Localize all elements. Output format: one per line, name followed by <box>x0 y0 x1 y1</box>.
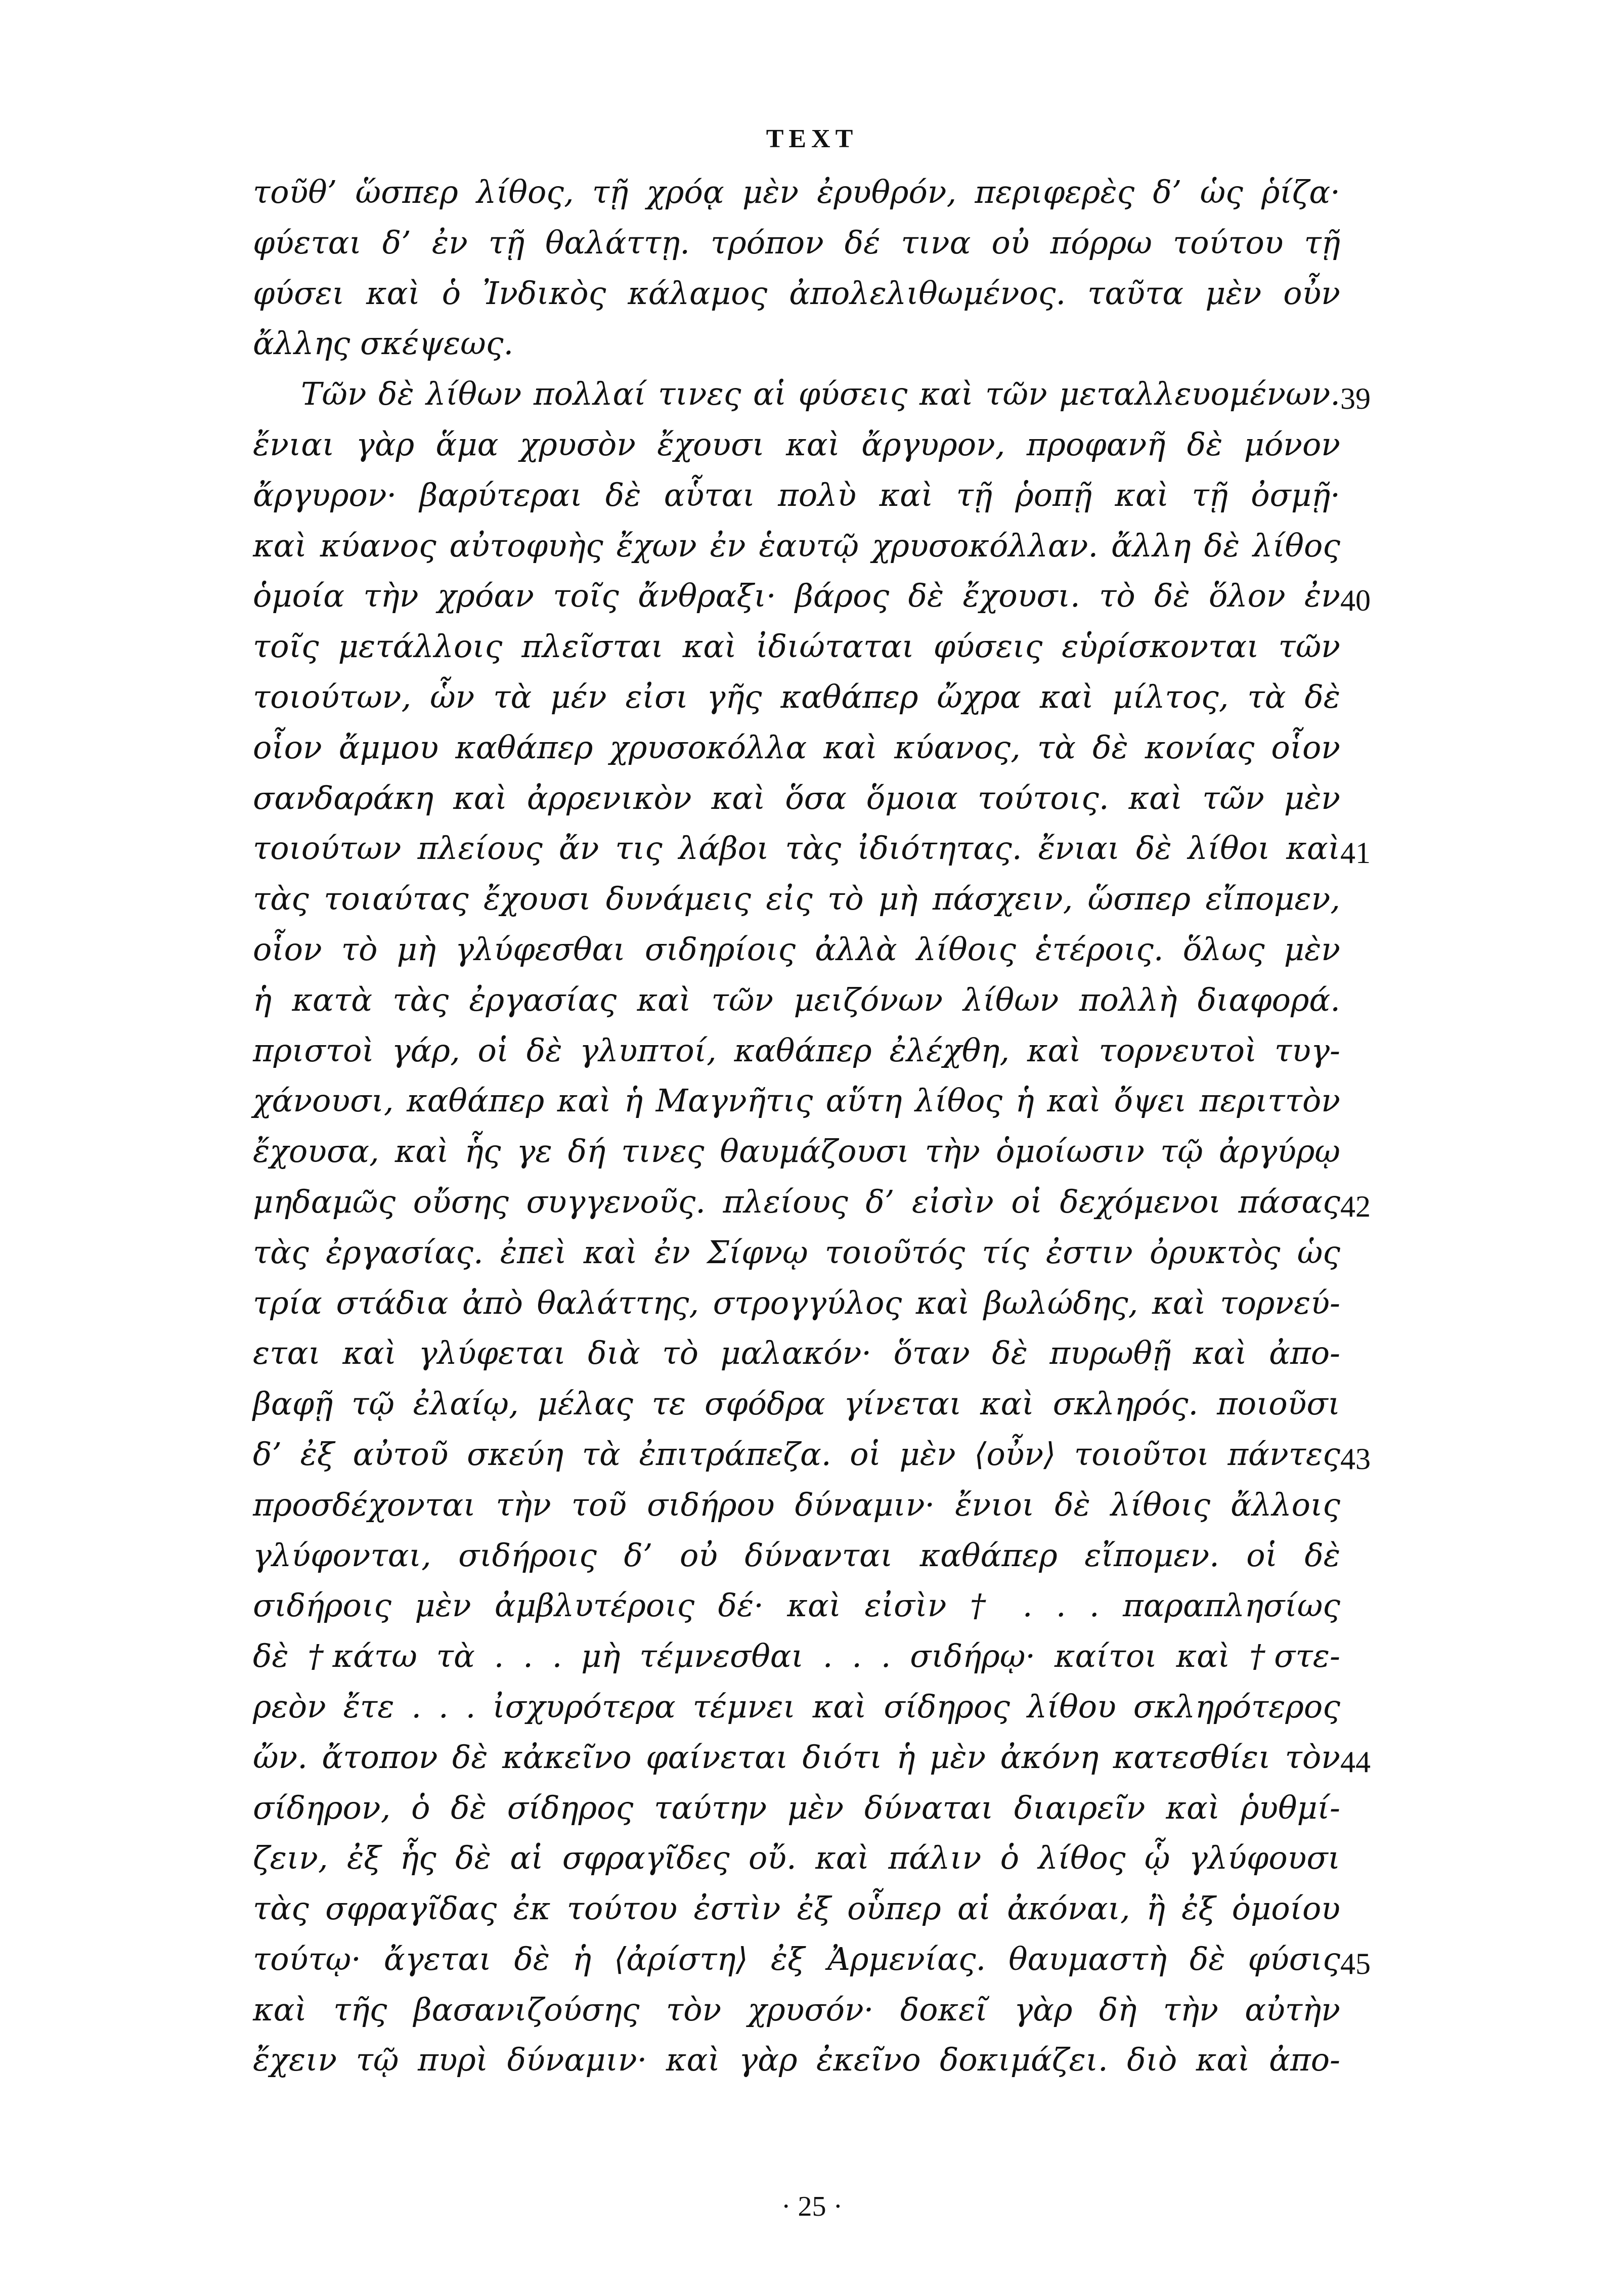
section-number: 45 <box>1340 1947 1371 1980</box>
text-line: τὰς σφραγῖδας ἐκ τούτου ἐστὶν ἐξ οὗπερ αἱ ἀκόναι, ἢ ἐξ ὁμοίου <box>253 1890 1340 1927</box>
text-line: ἄργυρον· βαρύτεραι δὲ αὗται πολὺ καὶ τῇ ῥοπῇ καὶ τῇ ὀσμῇ· <box>253 476 1340 513</box>
text-line: σανδαράκη καὶ ἀρρενικὸν καὶ ὅσα ὅμοια τούτοις. καὶ τῶν μὲν <box>253 779 1340 816</box>
section-number: 39 <box>1340 382 1371 416</box>
text-line: ἔνιαι γὰρ ἅμα χρυσὸν ἔχουσι καὶ ἄργυρον, προφανῆ δὲ μόνον <box>253 425 1340 463</box>
text-line: δ’ ἐξ αὐτοῦ σκεύη τὰ ἐπιτράπεζα. οἱ μὲν ⟨οὖν⟩ τοιοῦτοι πάντες 43 <box>253 1429 1340 1480</box>
text-line: φύσει καὶ ὁ Ἰνδικὸς κάλαμος ἀπολελιθωμένος. ταῦτα μὲν οὖν <box>253 274 1340 312</box>
text-line: τοῦθ’ ὥσπερ λίθος, τῇ χρόᾳ μὲν ἐρυθρόν, περιφερὲς δ’ ὡς ῥίζα· <box>253 174 1340 210</box>
text-line: βαφῇ τῷ ἐλαίῳ, μέλας τε σφόδρα γίνεται καὶ σκληρός. ποιοῦσι <box>253 1385 1340 1422</box>
text-line: καὶ τῆς βασανιζούσης τὸν χρυσόν· δοκεῖ γὰρ δὴ τὴν αὐτὴν <box>253 1991 1340 2028</box>
section-number: 44 <box>1340 1745 1371 1779</box>
text-line: ὁμοία τὴν χρόαν τοῖς ἄνθραξι· βάρος δὲ ἔχουσι. τὸ δὲ ὅλον ἐν 40 <box>253 571 1340 621</box>
text-line: χάνουσι, καθάπερ καὶ ἡ Μαγνῆτις αὕτη λίθος ἡ καὶ ὄψει περιττὸν <box>253 1082 1340 1119</box>
text-line: φύεται δ’ ἐν τῇ θαλάττῃ. τρόπον δέ τινα οὐ πόρρω τούτου τῇ <box>253 224 1340 261</box>
text-line: οἷον ἄμμου καθάπερ χρυσοκόλλα καὶ κύανος, τὰ δὲ κονίας οἷον <box>253 728 1340 766</box>
section-number: 42 <box>1340 1189 1371 1223</box>
text-line: προσδέχονται τὴν τοῦ σιδήρου δύναμιν· ἔνιοι δὲ λίθοις ἄλλοις <box>253 1486 1340 1523</box>
page-number: · 25 · <box>781 2191 843 2222</box>
text-line: ὤν. ἄτοπον δὲ κἀκεῖνο φαίνεται διότι ἡ μὲν ἀκόνη κατεσθίει τὸν 44 <box>253 1732 1340 1783</box>
text-line: δὲ †κάτω τὰ . . . μὴ τέμνεσθαι . . . σιδήρῳ· καίτοι καὶ †στε- <box>253 1637 1340 1675</box>
section-number: 43 <box>1340 1442 1371 1476</box>
text-line: τοῖς μετάλλοις πλεῖσται καὶ ἰδιώταται φύσεις εὑρίσκονται τῶν <box>253 628 1340 665</box>
text-block <box>253 167 1371 2085</box>
text-line: τοιούτων πλείους ἄν τις λάβοι τὰς ἰδιότητας. ἔνιαι δὲ λίθοι καὶ 41 <box>253 823 1340 874</box>
text-line: σιδήροις μὲν ἀμβλυτέροις δέ· καὶ εἰσὶν † . . . παραπλησίως <box>253 1587 1340 1624</box>
text-line: τρία στάδια ἀπὸ θαλάττης, στρογγύλος καὶ βωλώδης, καὶ τορνεύ- <box>253 1284 1340 1321</box>
text-line: ρεὸν ἔτε . . . ἰσχυρότερα τέμνει καὶ σίδηρος λίθου σκληρότερος <box>253 1688 1340 1725</box>
text-line: ζειν, ἐξ ἧς δὲ αἱ σφραγῖδες οὔ. καὶ πάλιν ὁ λίθος ᾧ γλύφουσι <box>253 1839 1340 1877</box>
text-line: καὶ κύανος αὐτοφυὴς ἔχων ἐν ἑαυτῷ χρυσοκόλλαν. ἄλλη δὲ λίθος <box>253 527 1340 564</box>
text-line: τοιούτων, ὧν τὰ μέν εἰσι γῆς καθάπερ ὤχρα καὶ μίλτος, τὰ δὲ <box>253 678 1340 715</box>
text-line: τούτῳ· ἄγεται δὲ ἡ ⟨ἀρίστη⟩ ἐξ Ἀρμενίας. θαυμαστὴ δὲ φύσις 45 <box>253 1934 1340 1985</box>
text-line: ἄλλης σκέψεως. <box>253 325 514 362</box>
text-line: τὰς τοιαύτας ἔχουσι δυνάμεις εἰς τὸ μὴ πάσχειν, ὥσπερ εἴπομεν, <box>253 880 1340 918</box>
text-line: οἷον τὸ μὴ γλύφεσθαι σιδηρίοις ἀλλὰ λίθοις ἑτέροις. ὅλως μὲν <box>253 930 1340 968</box>
running-header: TEXT <box>766 124 858 153</box>
text-line: ἔχουσα, καὶ ἧς γε δή τινες θαυμάζουσι τὴν ὁμοίωσιν τῷ ἀργύρῳ <box>253 1133 1340 1170</box>
text-line: πριστοὶ γάρ, οἱ δὲ γλυπτοί, καθάπερ ἐλέχθη, καὶ τορνευτοὶ τυγ- <box>253 1031 1340 1069</box>
text-line: ἔχειν τῷ πυρὶ δύναμιν· καὶ γὰρ ἐκεῖνο δοκιμάζει. διὸ καὶ ἀπο- <box>253 2041 1340 2079</box>
text-line: τὰς ἐργασίας. ἐπεὶ καὶ ἐν Σίφνῳ τοιοῦτός τίς ἐστιν ὀρυκτὸς ὡς <box>253 1233 1340 1271</box>
text-line: σίδηρον, ὁ δὲ σίδηρος ταύτην μὲν δύναται διαιρεῖν καὶ ῥυθμί- <box>253 1789 1340 1826</box>
section-number: 40 <box>1340 584 1371 618</box>
text-line: Τῶν δὲ λίθων πολλαί τινες αἱ φύσεις καὶ τῶν μεταλλευομένων. 39 <box>253 369 1340 419</box>
section-number: 41 <box>1340 836 1371 870</box>
text-line: εται καὶ γλύφεται διὰ τὸ μαλακόν· ὅταν δὲ πυρωθῇ καὶ ἀπο- <box>253 1334 1340 1372</box>
text-line: μηδαμῶς οὔσης συγγενοῦς. πλείους δ’ εἰσὶν οἱ δεχόμενοι πάσας 42 <box>253 1177 1340 1227</box>
text-line: ἡ κατὰ τὰς ἐργασίας καὶ τῶν μειζόνων λίθων πολλὴ διαφορά. <box>253 981 1340 1018</box>
text-line: γλύφονται, σιδήροις δ’ οὐ δύνανται καθάπερ εἴπομεν. οἱ δὲ <box>253 1536 1340 1574</box>
